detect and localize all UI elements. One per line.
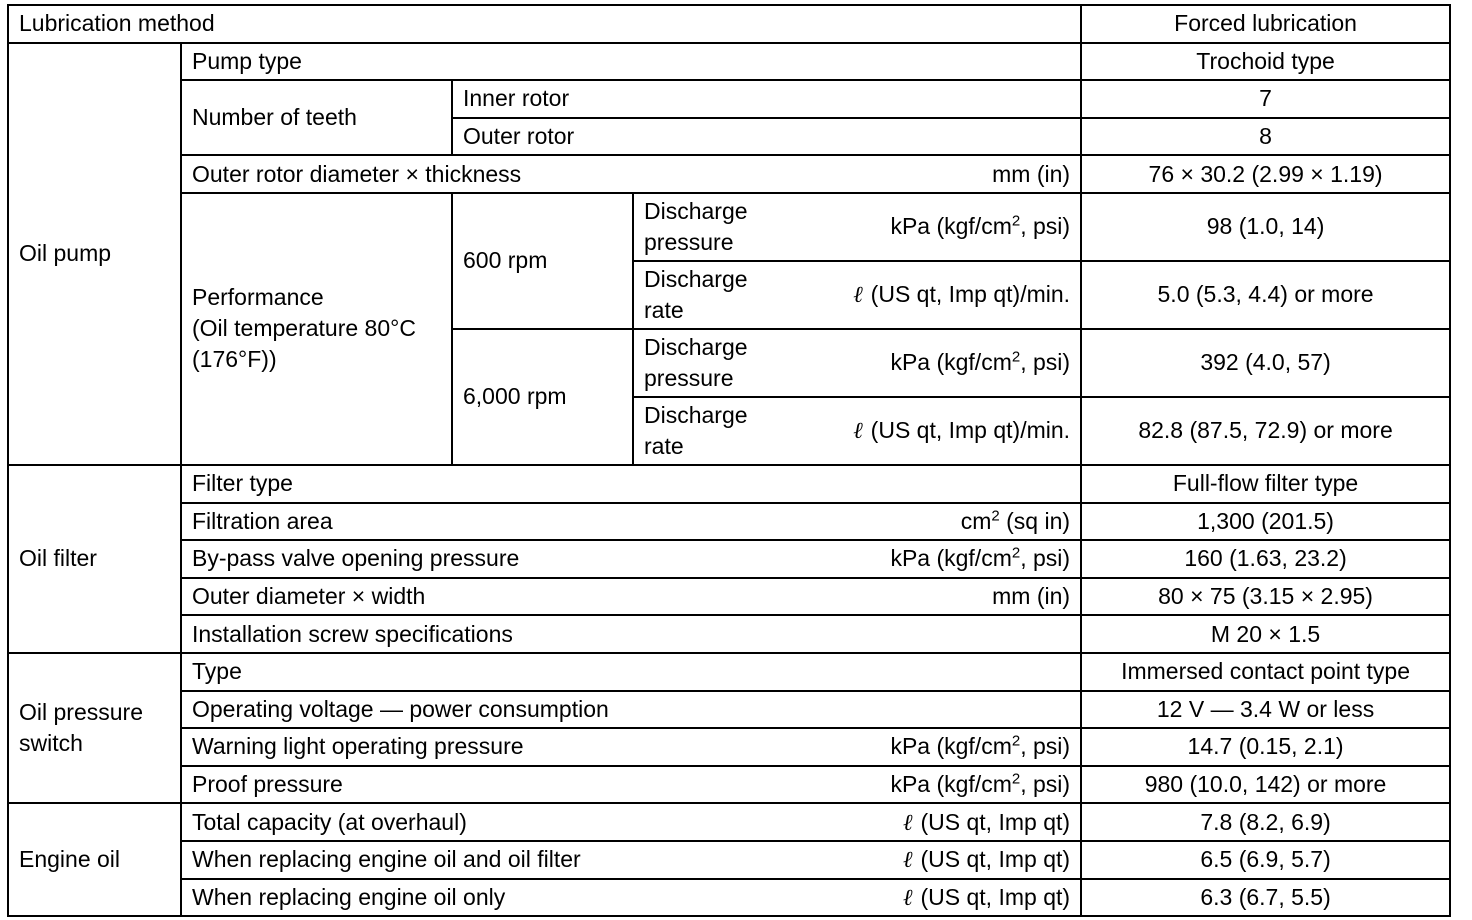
pressure-unit [761, 766, 1081, 804]
unit-text: cm [960, 507, 992, 534]
oil-pump-group-label: Oil pump [8, 43, 181, 465]
discharge-rate-label [633, 261, 761, 329]
unit-superscript: 2 [991, 507, 1000, 525]
discharge-pressure-label [633, 193, 761, 261]
rotor-dimension-unit: mm (in) [761, 155, 1081, 193]
label-line: Discharge [644, 265, 748, 292]
label-line: rate [644, 296, 684, 323]
discharge-rate-label [633, 397, 761, 465]
unit-text: kPa (kgf/cm [890, 771, 1012, 798]
pressure-unit [761, 329, 1081, 397]
filter-dimension-label: Outer diameter × width [181, 578, 761, 616]
group-label-line: Oil pressure [19, 699, 143, 726]
unit-superscript: 2 [1011, 212, 1021, 230]
rate-value: 5.0 (5.3, 4.4) or more [1081, 261, 1450, 329]
label-line: rate [644, 432, 684, 459]
unit-text: kPa (kgf/cm [890, 545, 1012, 572]
total-capacity-label: Total capacity (at overhaul) [181, 803, 761, 841]
pump-type-label: Pump type [181, 43, 1081, 81]
outer-rotor-label: Outer rotor [452, 118, 1081, 156]
liter-symbol-icon: ℓ [902, 884, 913, 911]
table-row [8, 766, 1450, 804]
unit-text: (US qt, Imp qt)/min. [870, 281, 1071, 308]
filtration-area-label: Filtration area [181, 503, 761, 541]
outer-rotor-value: 8 [1081, 118, 1450, 156]
discharge-pressure-label [633, 329, 761, 397]
operating-voltage-label: Operating voltage — power consumption [181, 691, 1081, 729]
proof-pressure-value: 980 (10.0, 142) or more [1081, 766, 1450, 804]
table-row [8, 803, 1450, 841]
unit-text: (US qt, Imp qt) [920, 846, 1071, 873]
unit-superscript: 2 [1011, 348, 1021, 366]
operating-voltage-value: 12 V — 3.4 W or less [1081, 691, 1450, 729]
liter-symbol-icon: ℓ [853, 282, 863, 309]
liter-symbol-icon: ℓ [902, 847, 913, 874]
filter-type-label: Filter type [181, 465, 1081, 503]
liter-symbol-icon: ℓ [902, 809, 913, 836]
table-row [8, 615, 1450, 653]
table-row [8, 80, 1450, 118]
pressure-unit [761, 728, 1081, 766]
label-line: pressure [644, 228, 734, 255]
performance-label-line: Performance [192, 284, 324, 311]
warning-light-value: 14.7 (0.15, 2.1) [1081, 728, 1450, 766]
screw-spec-label: Installation screw specifications [181, 615, 1081, 653]
filter-type-value: Full-flow filter type [1081, 465, 1450, 503]
number-of-teeth-label: Number of teeth [181, 80, 452, 155]
table-row [8, 43, 1450, 81]
total-capacity-value: 7.8 (8.2, 6.9) [1081, 803, 1450, 841]
table-row [8, 879, 1450, 917]
unit-text: (US qt, Imp qt) [920, 808, 1071, 835]
table-row [8, 691, 1450, 729]
label-line: Discharge [644, 197, 748, 224]
screw-spec-value: M 20 × 1.5 [1081, 615, 1450, 653]
header-row [8, 5, 1450, 43]
table-row [8, 155, 1450, 193]
rpm-6000-label: 6,000 rpm [452, 329, 633, 465]
table-row [8, 193, 1450, 261]
bypass-valve-label: By-pass valve opening pressure [181, 540, 761, 578]
unit-superscript: 2 [1011, 770, 1021, 788]
rotor-dimension-label: Outer rotor diameter × thickness [181, 155, 761, 193]
bypass-valve-value: 160 (1.63, 23.2) [1081, 540, 1450, 578]
table-row [8, 578, 1450, 616]
lubrication-method-label: Lubrication method [8, 5, 1081, 43]
oil-filter-group-label: Oil filter [8, 465, 181, 653]
filtration-area-value: 1,300 (201.5) [1081, 503, 1450, 541]
capacity-unit [761, 879, 1081, 917]
pressure-value: 98 (1.0, 14) [1081, 193, 1450, 261]
oil-only-value: 6.3 (6.7, 5.5) [1081, 879, 1450, 917]
unit-superscript: 2 [1011, 732, 1021, 750]
pump-type-value: Trochoid type [1081, 43, 1450, 81]
warning-light-label: Warning light operating pressure [181, 728, 761, 766]
unit-text: , psi) [1020, 545, 1071, 572]
area-unit [761, 503, 1081, 541]
label-line: Discharge [644, 401, 748, 428]
performance-label [181, 193, 452, 465]
pressure-unit [761, 193, 1081, 261]
capacity-unit [761, 803, 1081, 841]
dimension-unit: mm (in) [761, 578, 1081, 616]
rate-unit [761, 397, 1081, 465]
table-row [8, 503, 1450, 541]
rate-value: 82.8 (87.5, 72.9) or more [1081, 397, 1450, 465]
unit-text: kPa (kgf/cm [890, 213, 1012, 240]
unit-text: (US qt, Imp qt) [920, 883, 1071, 910]
unit-text: , psi) [1020, 349, 1071, 376]
performance-label-line: (Oil temperature 80°C [192, 315, 416, 342]
group-label-line: switch [19, 730, 83, 757]
liter-symbol-icon: ℓ [853, 418, 863, 445]
unit-text: kPa (kgf/cm [890, 733, 1012, 760]
oil-and-filter-label: When replacing engine oil and oil filter [181, 841, 761, 879]
inner-rotor-value: 7 [1081, 80, 1450, 118]
table-row [8, 653, 1450, 691]
lubrication-method-value: Forced lubrication [1081, 5, 1450, 43]
unit-superscript: 2 [1011, 544, 1021, 562]
lubrication-spec-table [7, 4, 1451, 917]
switch-type-label: Type [181, 653, 1081, 691]
label-line: Discharge [644, 333, 748, 360]
unit-text: , psi) [1020, 771, 1071, 798]
table-row [8, 728, 1450, 766]
unit-text: , psi) [1020, 733, 1071, 760]
performance-label-line: (176°F)) [192, 346, 277, 373]
rpm-600-label: 600 rpm [452, 193, 633, 329]
capacity-unit [761, 841, 1081, 879]
table-row [8, 465, 1450, 503]
oil-pressure-switch-group-label [8, 653, 181, 803]
label-line: pressure [644, 364, 734, 391]
unit-text: (sq in) [999, 507, 1071, 534]
unit-text: (US qt, Imp qt)/min. [870, 417, 1071, 444]
oil-and-filter-value: 6.5 (6.9, 5.7) [1081, 841, 1450, 879]
engine-oil-group-label: Engine oil [8, 803, 181, 916]
proof-pressure-label: Proof pressure [181, 766, 761, 804]
rotor-dimension-value: 76 × 30.2 (2.99 × 1.19) [1081, 155, 1450, 193]
pressure-value: 392 (4.0, 57) [1081, 329, 1450, 397]
unit-text: kPa (kgf/cm [890, 349, 1012, 376]
unit-text: , psi) [1020, 213, 1071, 240]
inner-rotor-label: Inner rotor [452, 80, 1081, 118]
table-row [8, 841, 1450, 879]
pressure-unit [761, 540, 1081, 578]
table-row [8, 540, 1450, 578]
filter-dimension-value: 80 × 75 (3.15 × 2.95) [1081, 578, 1450, 616]
rate-unit [761, 261, 1081, 329]
switch-type-value: Immersed contact point type [1081, 653, 1450, 691]
oil-only-label: When replacing engine oil only [181, 879, 761, 917]
